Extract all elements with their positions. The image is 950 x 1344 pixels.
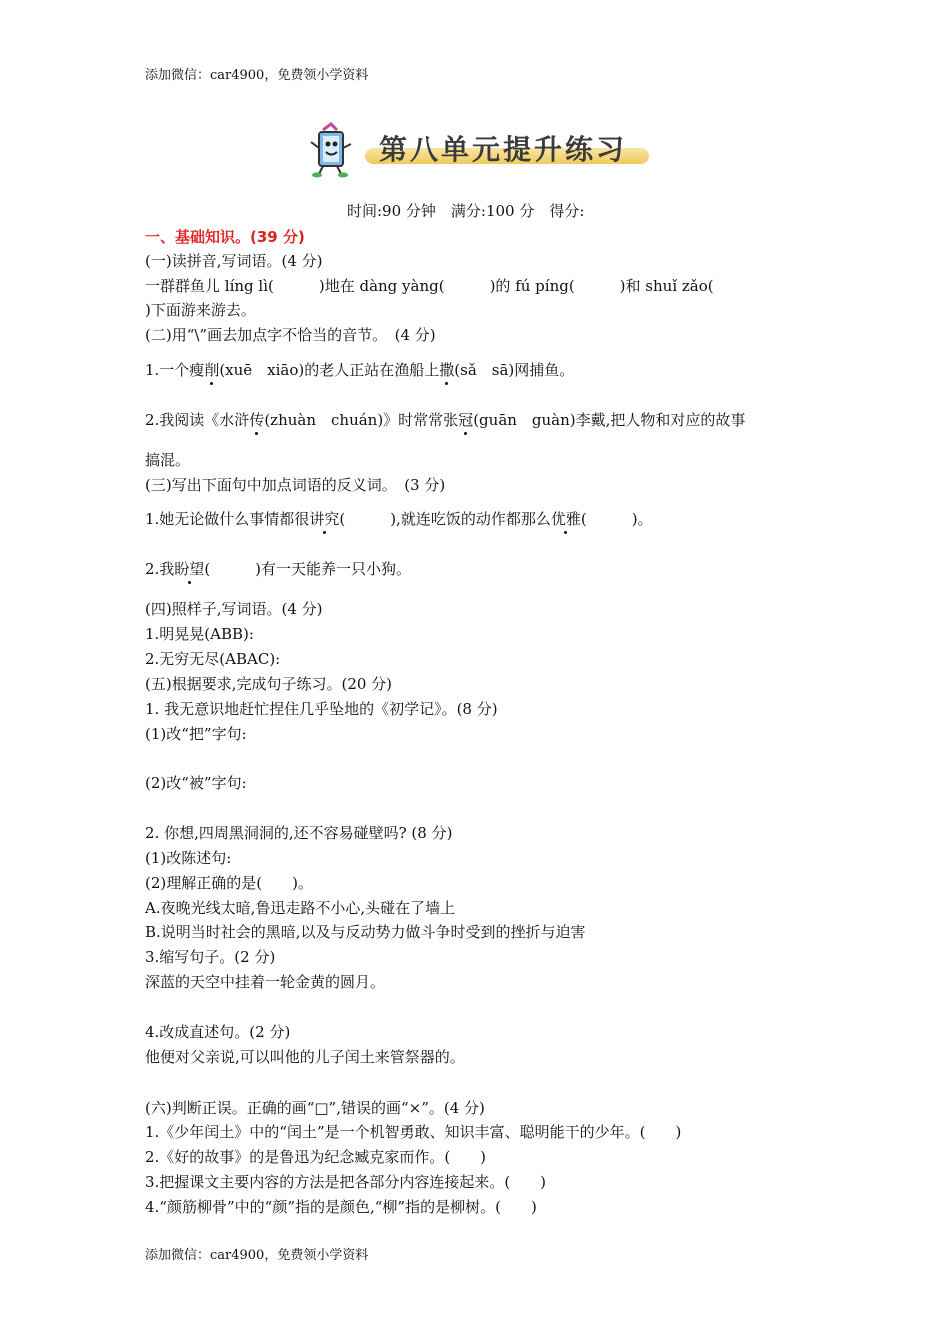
q5-option-a: A.夜晚光线太暗,鲁迅走路不小心,头碰在了墙上 bbox=[145, 899, 456, 917]
q5-item-4-text: 他便对父亲说,可以叫他的儿子闰土来管祭器的。 bbox=[145, 1048, 465, 1066]
q6-item-4: 4.“颜筋柳骨”中的“颜”指的是颜色,“柳”指的是柳树。( ) bbox=[145, 1198, 537, 1216]
q5-item-1a: (1)改“把”字句: bbox=[145, 725, 247, 743]
q5-heading: (五)根据要求,完成句子练习。(20 分) bbox=[145, 675, 393, 693]
q2-heading: (二)用“\”画去加点字不恰当的音节。 (4 分) bbox=[145, 326, 436, 344]
q5-item-2a: (1)改陈述句: bbox=[145, 849, 232, 867]
exam-meta: 时间:90 分钟 满分:100 分 得分: bbox=[347, 202, 585, 220]
q5-item-3: 3.缩写句子。(2 分) bbox=[145, 948, 276, 966]
q5-item-2: 2. 你想,四周黑洞洞的,还不容易碰壁吗? (8 分) bbox=[145, 824, 453, 842]
q5-item-1: 1. 我无意识地赶忙捏住几乎坠地的《初学记》。(8 分) bbox=[145, 700, 498, 718]
q1-line-1: 一群群鱼儿 líng lì( )地在 dàng yàng( )的 fú píng( )和 shuǐ zǎo( bbox=[145, 277, 714, 295]
q3-sentence-1: 1.她无论做什么事情都很讲究( ),就连吃饭的动作都那么优雅( )。 bbox=[145, 510, 653, 528]
page-title: 第八单元提升练习 bbox=[379, 133, 628, 166]
section-1-heading: 一、基础知识。(39 分) bbox=[145, 228, 305, 246]
q2-sentence-1: 1.一个瘦削(xuē xiāo)的老人正站在渔船上撒(sǎ sā)网捕鱼。 bbox=[145, 361, 575, 379]
header-note: 添加微信：car4900，免费领小学资料 bbox=[145, 68, 369, 83]
q1-heading: (一)读拼音,写词语。(4 分) bbox=[145, 252, 323, 270]
q5-item-1b: (2)改“被”字句: bbox=[145, 774, 247, 792]
title-banner bbox=[305, 122, 650, 178]
q5-item-4: 4.改成直述句。(2 分) bbox=[145, 1023, 291, 1041]
q2-sentence-2: 2.我阅读《水浒传(zhuàn chuán)》时常常张冠(guān guàn)李戴,把人物和对应的故事 bbox=[145, 411, 746, 429]
q2-sentence-2-cont: 搞混。 bbox=[145, 451, 191, 469]
book-mascot-icon bbox=[305, 122, 365, 178]
q6-item-1: 1.《少年闰土》中的“闰土”是一个机智勇敢、知识丰富、聪明能干的少年。( ) bbox=[145, 1123, 682, 1141]
footer-note: 添加微信：car4900，免费领小学资料 bbox=[145, 1248, 369, 1263]
q3-heading: (三)写出下面句中加点词语的反义词。 (3 分) bbox=[145, 476, 446, 494]
q1-line-2: )下面游来游去。 bbox=[145, 301, 256, 319]
q6-item-2: 2.《好的故事》的是鲁迅为纪念臧克家而作。( ) bbox=[145, 1148, 487, 1166]
q4-item-2: 2.无穷无尽(ABAC): bbox=[145, 650, 281, 668]
q3-sentence-2: 2.我盼望( )有一天能养一只小狗。 bbox=[145, 560, 412, 578]
q4-item-1: 1.明晃晃(ABB): bbox=[145, 625, 254, 643]
q6-item-3: 3.把握课文主要内容的方法是把各部分内容连接起来。( ) bbox=[145, 1173, 547, 1191]
q5-option-b: B.说明当时社会的黑暗,以及与反动势力做斗争时受到的挫折与迫害 bbox=[145, 923, 586, 941]
q5-item-3-text: 深蓝的天空中挂着一轮金黄的圆月。 bbox=[145, 973, 386, 991]
q4-heading: (四)照样子,写词语。(4 分) bbox=[145, 600, 323, 618]
q6-heading: (六)判断正误。正确的画“□”,错误的画“×”。(4 分) bbox=[145, 1099, 485, 1117]
q5-item-2b: (2)理解正确的是( )。 bbox=[145, 874, 313, 892]
